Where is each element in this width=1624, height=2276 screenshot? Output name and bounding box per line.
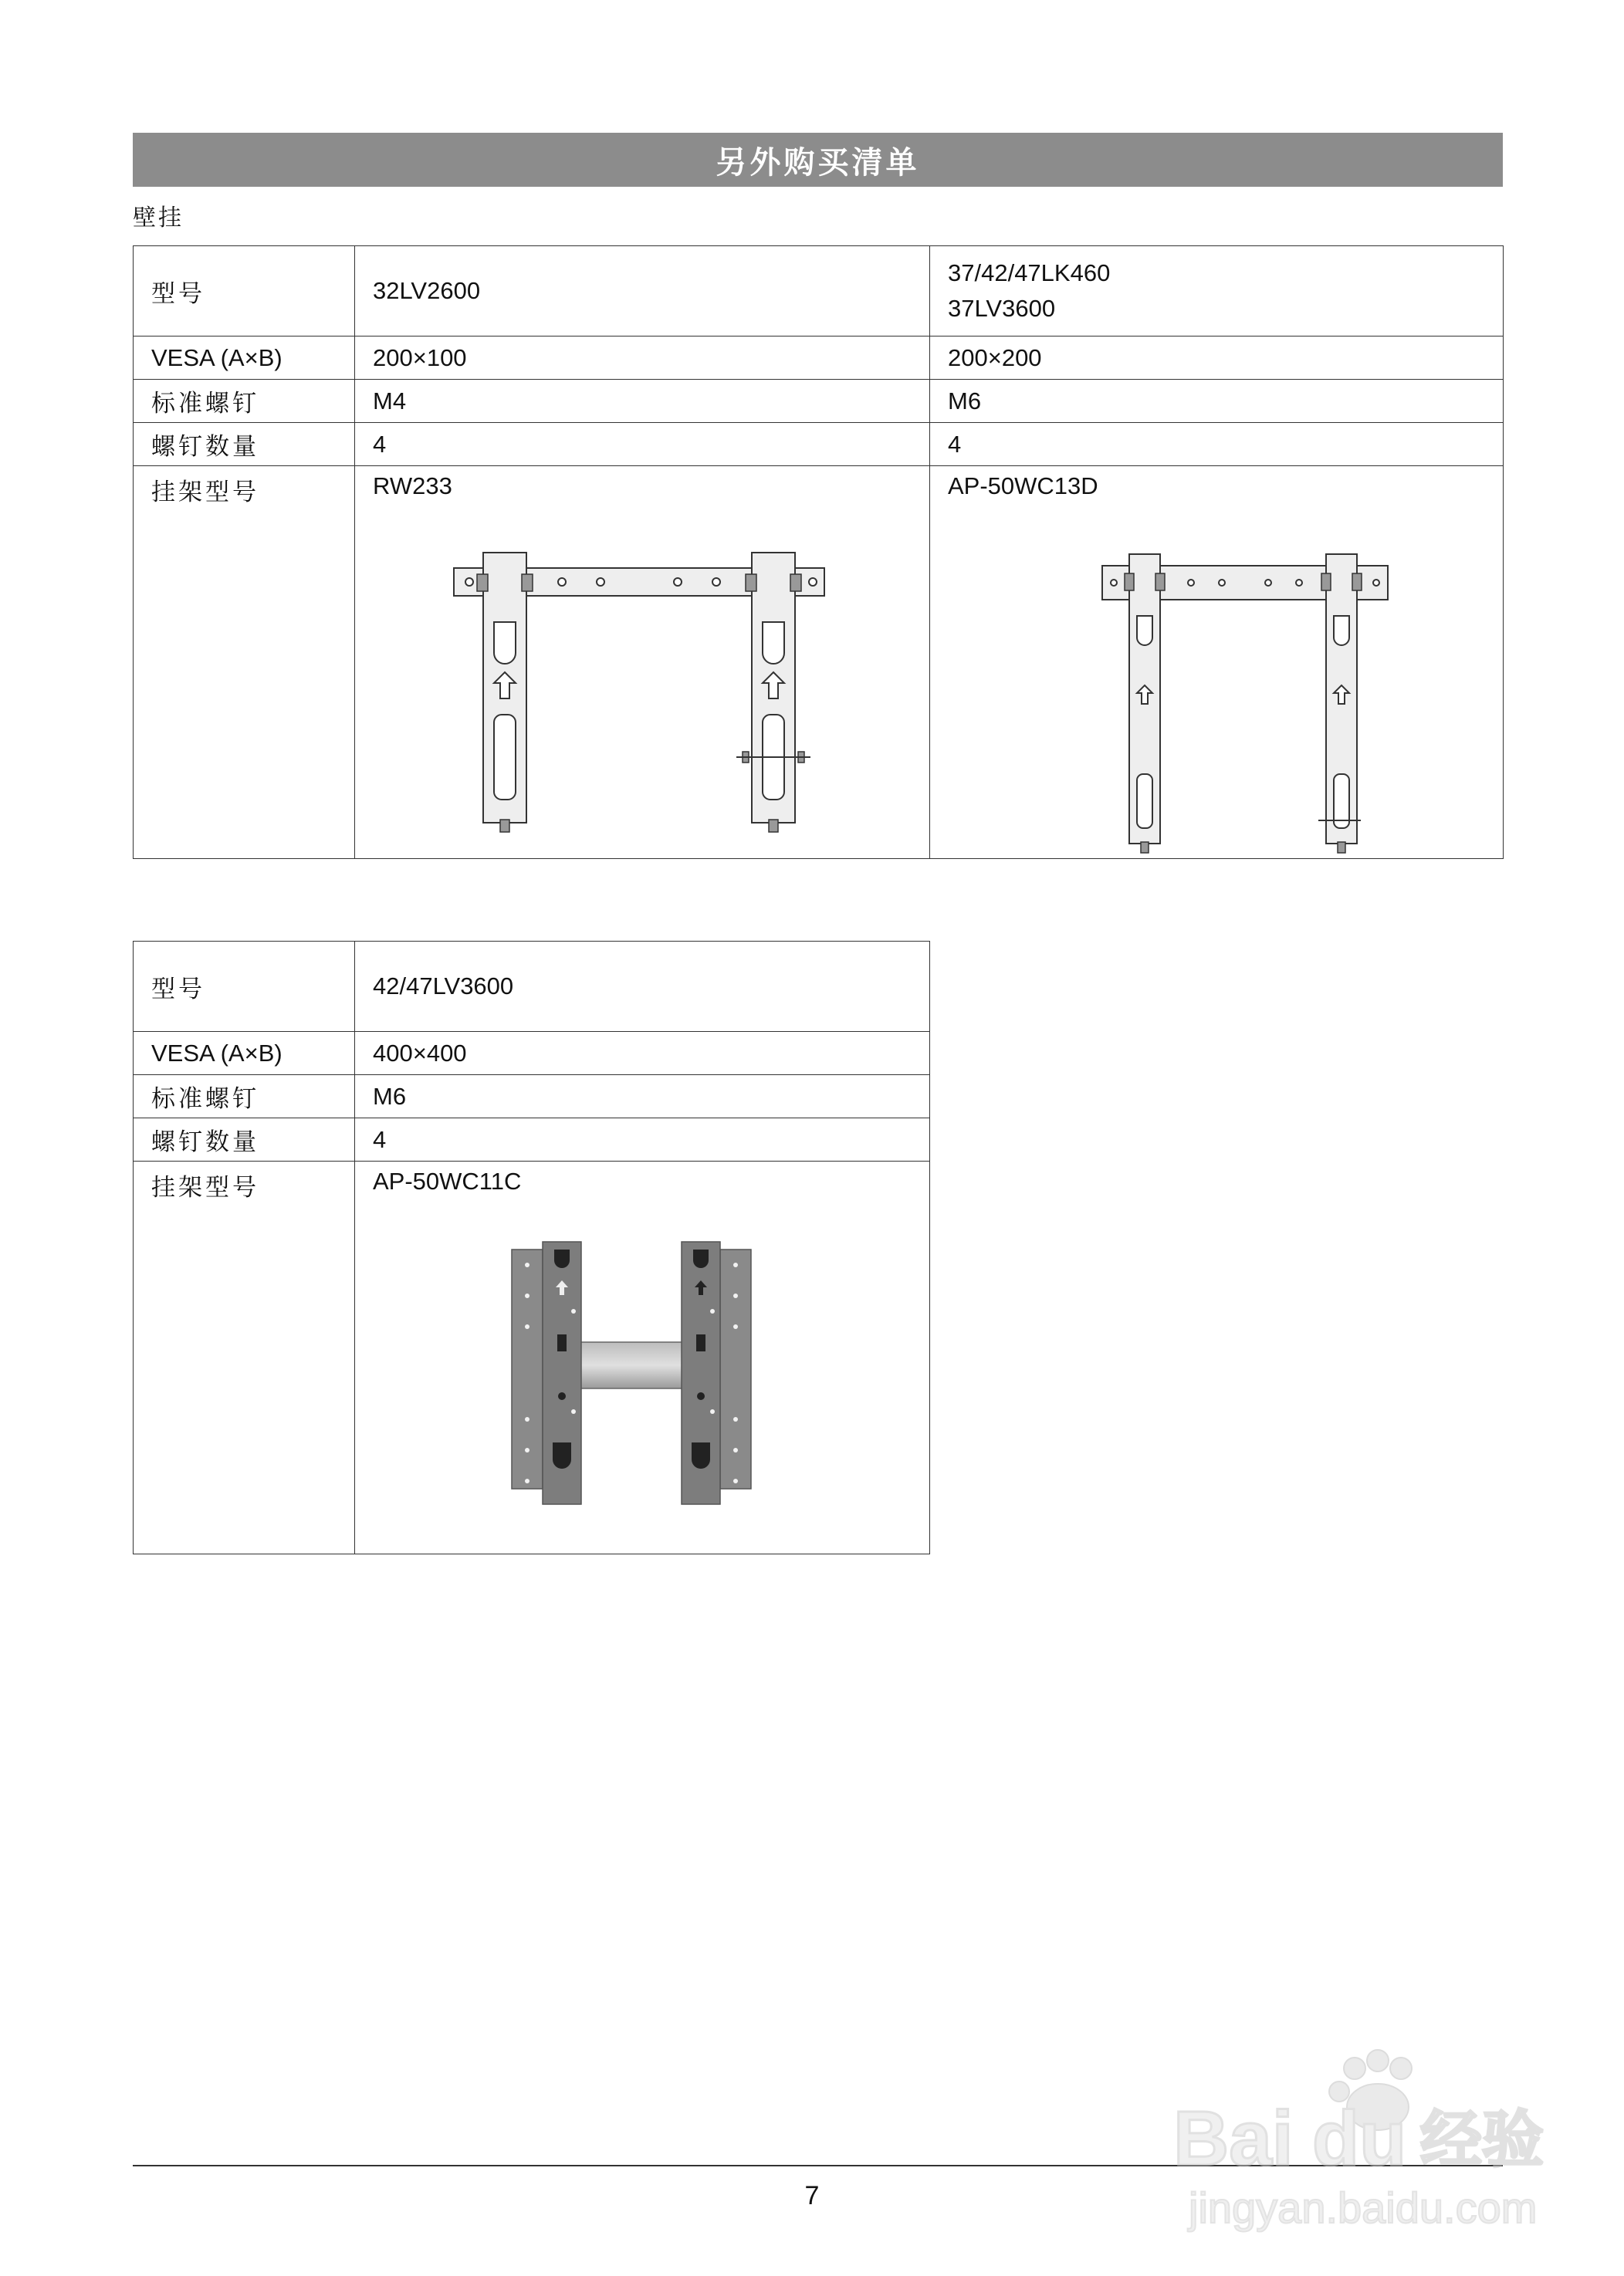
page-title-banner: 另外购买清单	[133, 133, 1503, 187]
table-row	[134, 246, 1504, 336]
table-row	[134, 1075, 930, 1118]
svg-text:jingyan.baidu.com: jingyan.baidu.com	[1189, 2183, 1538, 2232]
row-label: 挂架型号	[134, 466, 355, 859]
table-cell: 400×400	[355, 1032, 930, 1075]
row-label: 螺钉数量	[134, 1118, 355, 1162]
table-row	[134, 466, 1504, 859]
table-row	[134, 1118, 930, 1162]
section-title: 壁挂	[133, 205, 184, 231]
wall-mount-table-1	[133, 245, 1504, 859]
mount-model: AP-50WC11C	[373, 1168, 522, 1195]
ap50wc11c-bracket-photo	[481, 1234, 782, 1527]
table-cell: 42/47LV3600	[355, 942, 930, 1032]
row-label: 型号	[134, 942, 355, 1032]
row-label: 挂架型号	[134, 1162, 355, 1554]
row-label: VESA (A×B)	[134, 336, 355, 380]
row-label: 标准螺钉	[134, 1075, 355, 1118]
table-row	[134, 1162, 930, 1554]
table-cell	[355, 466, 930, 859]
table-cell: 200×100	[355, 336, 930, 380]
model-line: 37/42/47LK460	[948, 259, 1111, 286]
baidu-logo-icon	[1158, 2038, 1559, 2238]
table-cell: M6	[355, 1075, 930, 1118]
table-row	[134, 423, 1504, 466]
table-row	[134, 1032, 930, 1075]
rw233-bracket-drawing	[446, 545, 832, 838]
table-cell: M4	[355, 380, 930, 423]
table-cell	[355, 1162, 930, 1554]
table-row	[134, 380, 1504, 423]
svg-text:Bai: Bai	[1173, 2095, 1294, 2182]
table-cell: 4	[930, 423, 1504, 466]
page-number: 7	[804, 2181, 820, 2210]
svg-text:经验: 经验	[1420, 2104, 1544, 2176]
ap50wc13d-bracket-drawing	[1098, 550, 1392, 859]
mount-model: AP-50WC13D	[948, 472, 1098, 499]
model-line: 37LV3600	[948, 295, 1056, 322]
mount-model: RW233	[373, 472, 452, 499]
table-cell: 200×200	[930, 336, 1504, 380]
table-cell	[930, 466, 1504, 859]
table-cell: 4	[355, 423, 930, 466]
baidu-watermark	[1158, 2038, 1559, 2238]
row-label: 标准螺钉	[134, 380, 355, 423]
table-cell: 4	[355, 1118, 930, 1162]
svg-text:du: du	[1312, 2095, 1407, 2182]
row-label: 螺钉数量	[134, 423, 355, 466]
table-cell	[930, 246, 1504, 336]
table-row	[134, 942, 930, 1032]
table-cell: M6	[930, 380, 1504, 423]
table-row	[134, 336, 1504, 380]
row-label: 型号	[134, 246, 355, 336]
wall-mount-table-2	[133, 941, 930, 1554]
row-label: VESA (A×B)	[134, 1032, 355, 1075]
table-cell: 32LV2600	[355, 246, 930, 336]
